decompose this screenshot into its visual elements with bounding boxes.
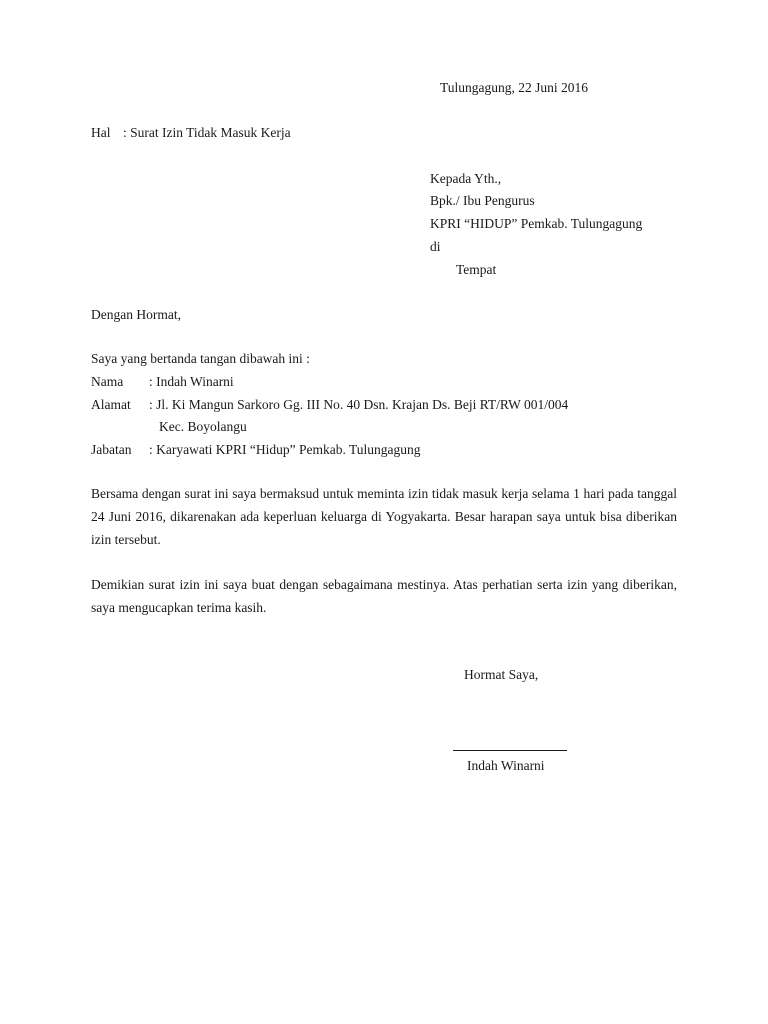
place-date: Tulungagung, 22 Juni 2016 bbox=[440, 80, 589, 95]
body-paragraph-1: Bersama dengan surat ini saya bermaksud untuk meminta izin tidak masuk kerja selama 1 hari pada tanggal 24 Juni 2016, dikarenakan ada keperluan keluarga di Yogyakarta. Besar harapan saya untuk bisa diberikan izin tersebut. bbox=[91, 486, 677, 547]
name-value: : Indah Winarni bbox=[149, 374, 234, 389]
address-value: : Jl. Ki Mangun Sarkoro Gg. III No. 40 Dsn. Krajan Ds. Beji RT/RW 001/004 bbox=[149, 397, 569, 412]
signature-name: Indah Winarni bbox=[467, 758, 545, 773]
recipient-line-5: Tempat bbox=[456, 262, 497, 277]
closing: Hormat Saya, bbox=[464, 667, 539, 682]
recipient-line-2: Bpk./ Ibu Pengurus bbox=[430, 193, 535, 208]
position-label: Jabatan bbox=[91, 442, 132, 457]
address-value-2: Kec. Boyolangu bbox=[159, 419, 247, 434]
subject-label: Hal bbox=[91, 125, 111, 140]
recipient-line-1: Kepada Yth., bbox=[430, 171, 502, 186]
greeting: Dengan Hormat, bbox=[91, 307, 181, 322]
recipient-line-4: di bbox=[430, 239, 441, 254]
address-label: Alamat bbox=[91, 397, 131, 412]
body-paragraph-2: Demikian surat izin ini saya buat dengan sebagaimana mestinya. Atas perhatian serta izin yang diberikan, saya mengucapkan terima kasih. bbox=[91, 577, 677, 615]
intro-line: Saya yang bertanda tangan dibawah ini : bbox=[91, 351, 310, 366]
position-value: : Karyawati KPRI “Hidup” Pemkab. Tulungagung bbox=[149, 442, 421, 457]
subject-value: : Surat Izin Tidak Masuk Kerja bbox=[123, 125, 291, 140]
name-label: Nama bbox=[91, 374, 124, 389]
signature-line bbox=[453, 750, 567, 751]
recipient-line-3: KPRI “HIDUP” Pemkab. Tulungagung bbox=[430, 216, 643, 231]
